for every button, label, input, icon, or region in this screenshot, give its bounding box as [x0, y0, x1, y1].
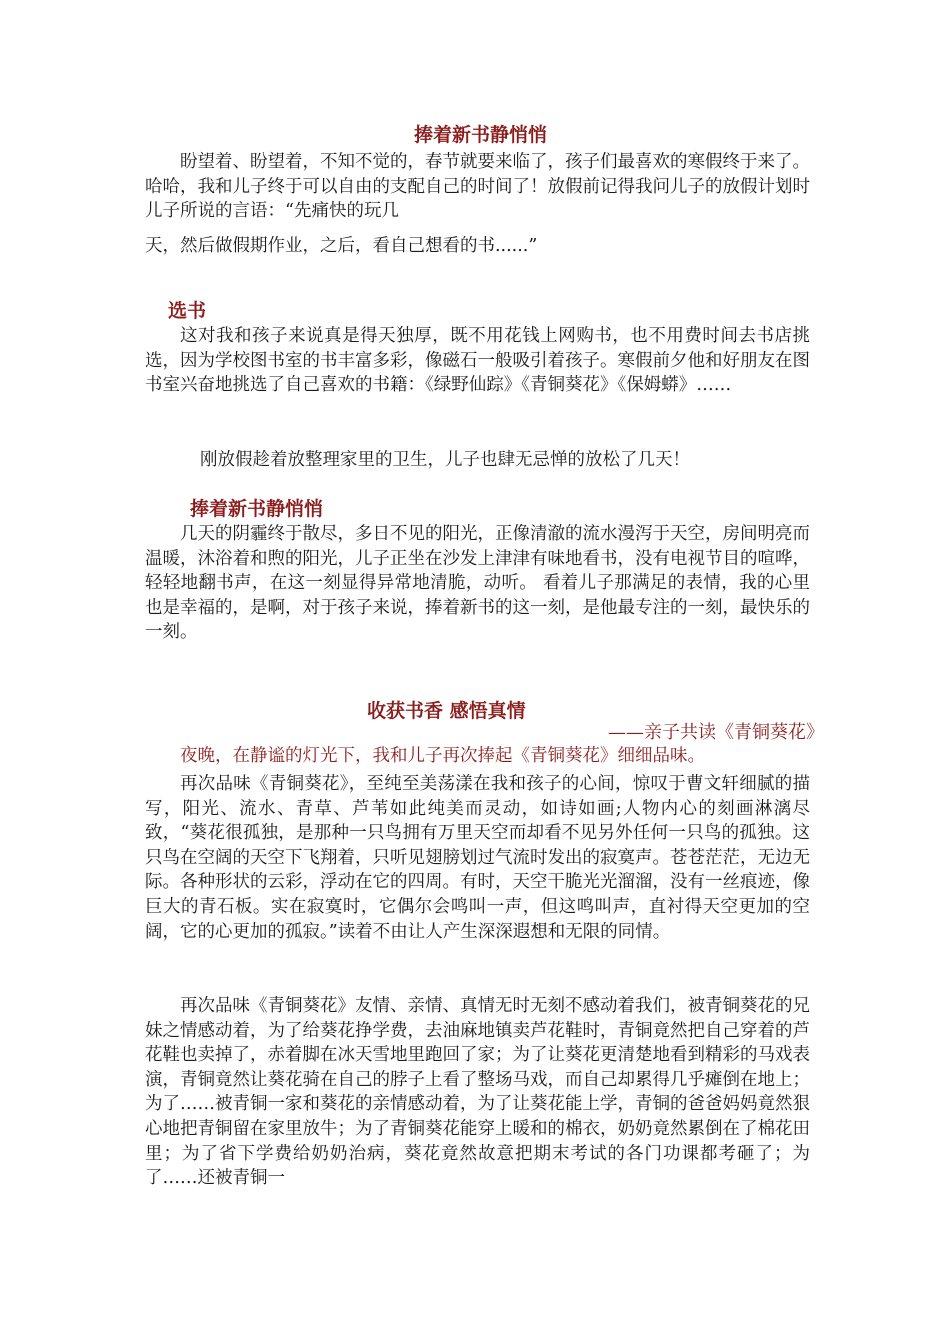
- paragraph-sunny-reading: 几天的阴霾终于散尽，多日不见的阳光，正像清澈的流水漫泻于天空，房间明亮而温暖，沐浴着和煦的阳光，儿子正坐在沙发上津津有味地看书，没有电视节目的喧哗，轻轻地翻书声，在这一刻显得异常地清脆，动听。 看着儿子那满足的表情，我的心里也是幸福的，是啊，对于孩子来说，捧着新书的这一刻，是他最专注的一刻，最快乐的一刻。: [145, 524, 810, 643]
- section-title-choosing-books: 选书: [168, 300, 207, 322]
- section-title-reading-new-book: 捧着新书静悄悄: [190, 498, 324, 520]
- paragraph-rereading-1: 再次品味《青铜葵花》，至纯至美荡漾在我和孩子的心间，惊叹于曹文轩细腻的描写，阳光、流水、青草、芦苇如此纯美而灵动，如诗如画;人物内心的刻画淋漓尽致，“葵花很孤独，是那种一只鸟拥有万里天空而却看不见另外任何一只鸟的孤独。这只鸟在空阔的天空下飞翔着，只听见翅膀划过气流时发出的寂寞声。苍苍茫茫，无边无际。各种形状的云彩，浮动在它的四周。有时，天空干脆光光溜溜，没有一丝痕迹，像巨大的青石板。实在寂寞时，它偶尔会鸣叫一声，但这鸣叫声，直衬得天空更加的空阔，它的心更加的孤寂。”读着不由让人产生深深遐想和无限的同情。: [145, 774, 810, 942]
- section-subtitle-reading-together: ——亲子共读《青铜葵花》: [608, 722, 824, 743]
- paragraph-winter-break-tail: 天，然后做假期作业，之后，看自己想看的书......”: [145, 236, 538, 256]
- paragraph-choosing-books: 这对我和孩子来说真是得天独厚，既不用花钱上网购书，也不用费时间去书店挑选，因为学校图书室的书丰富多彩，像磁石一般吸引着孩子。寒假前夕他和好朋友在图书室兴奋地挑选了自己喜欢的书籍：《绿野仙踪》《青铜葵花》《保姆蟒》……: [145, 326, 810, 396]
- paragraph-vacation-relax: 刚放假趁着放整理家里的卫生，儿子也肆无忌惮的放松了几天！: [200, 450, 690, 470]
- section-title-harvest: 收获书香 感悟真情: [367, 700, 526, 722]
- section-title-reading-quietly: 捧着新书静悄悄: [414, 124, 548, 146]
- paragraph-rereading-2: 再次品味《青铜葵花》友情、亲情、真情无时无刻不感动着我们，被青铜葵花的兄妹之情感动着，为了给葵花挣学费，去油麻地镇卖芦花鞋时，青铜竟然把自己穿着的芦花鞋也卖掉了，赤着脚在冰天雪地里跑回了家；为了让葵花更清楚地看到精彩的马戏表演，青铜竟然让葵花骑在自己的脖子上看了整场马戏，而自己却累得几乎瘫倒在地上；为了……被青铜一家和葵花的亲情感动着，为了让葵花能上学，青铜的爸爸妈妈竟然狠心地把青铜留在家里放牛；为了青铜葵花能穿上暖和的棉衣，奶奶竟然累倒在了棉花田里；为了省下学费给奶奶治病，葵花竟然故意把期末考试的各门功课都考砸了；为了……还被青铜一: [145, 996, 810, 1189]
- paragraph-winter-break: 盼望着、盼望着，不知不觉的，春节就要来临了，孩子们最喜欢的寒假终于来了。哈哈，我和儿子终于可以自由的支配自己的时间了！放假前记得我问儿子的放假计划时儿子所说的言语：“先痛快的玩几: [145, 152, 810, 222]
- paragraph-lead-night: 夜晚，在静谧的灯光下，我和儿子再次捧起《青铜葵花》细细品味。: [180, 746, 705, 766]
